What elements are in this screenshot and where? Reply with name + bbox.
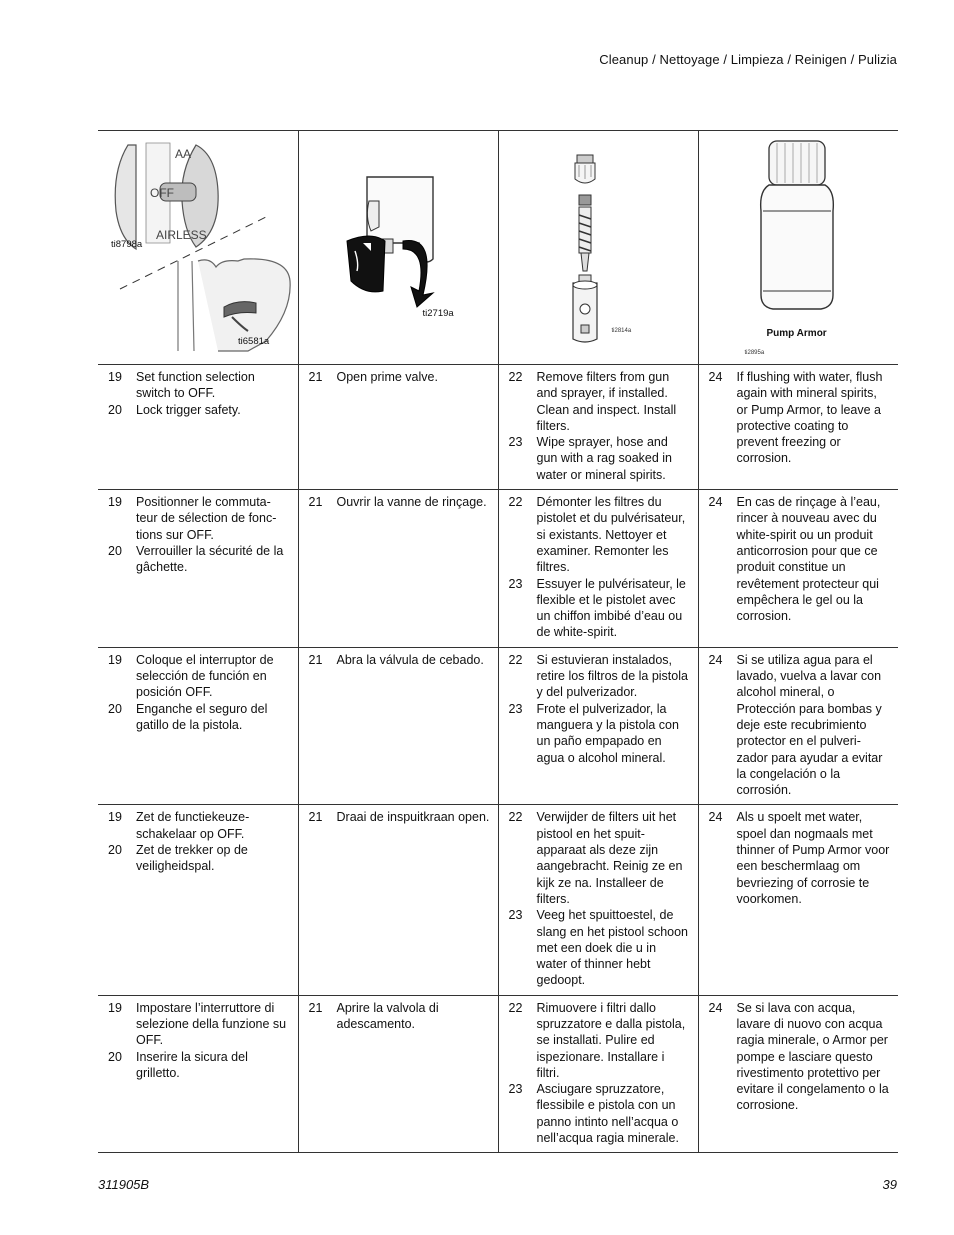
step-22 bbox=[507, 494, 690, 575]
switch-text-off: OFF bbox=[150, 186, 174, 200]
step-text: Lock trigger safety. bbox=[136, 402, 241, 417]
prime-valve-illustration bbox=[299, 131, 499, 364]
step-number: 21 bbox=[308, 370, 323, 384]
step-number: 22 bbox=[508, 495, 523, 510]
step-number: 20 bbox=[108, 402, 122, 417]
cell-es-2 bbox=[298, 647, 498, 805]
step-text: Verwijder de filters uit het pistool en het spuit-apparaat als deze zijn aangebracht. Reinig ze en kijk ze na. Installeer de filters. bbox=[536, 810, 683, 906]
step-text: Si estuvieran instalados, retire los filtros de la pistola y del pulverizador. bbox=[536, 652, 688, 700]
step-24 bbox=[707, 369, 891, 467]
step-text: Coloque el interruptor de selección de función en posición OFF. bbox=[136, 652, 274, 700]
step-number: 24 bbox=[708, 495, 723, 510]
step-text: Démonter les filtres du pistolet et du pulvérisateur, si existants. Nettoyer et examiner. Remonter les filtres. bbox=[536, 495, 686, 575]
step-text: Aprire la valvola di adescamento. bbox=[336, 1000, 439, 1031]
figure-cell-bottle bbox=[698, 131, 898, 365]
cell-es-1 bbox=[98, 647, 298, 805]
language-row-it bbox=[98, 995, 898, 1153]
bottle-caption: Pump Armor bbox=[766, 328, 827, 339]
instruction-table bbox=[98, 130, 898, 1153]
step-text: Enganche el seguro del gatillo de la pistola. bbox=[136, 701, 268, 732]
step-23 bbox=[507, 434, 690, 483]
cell-nl-4 bbox=[698, 805, 898, 995]
figure-label-ti6581a: ti6581a bbox=[238, 336, 270, 347]
language-row-fr bbox=[98, 490, 898, 648]
step-21 bbox=[307, 1000, 490, 1033]
step-text: Set function selection switch to OFF. bbox=[136, 370, 255, 401]
step-22 bbox=[507, 652, 690, 701]
step-text: Zet de trekker op de veiligheidspal. bbox=[136, 843, 248, 874]
step-number: 22 bbox=[508, 652, 523, 667]
step-text: Inserire la sicura del grilletto. bbox=[136, 1049, 248, 1080]
cell-fr-2 bbox=[298, 490, 498, 648]
step-19 bbox=[106, 369, 290, 402]
language-row-nl bbox=[98, 805, 898, 995]
step-22 bbox=[507, 369, 690, 434]
step-number: 23 bbox=[508, 908, 523, 923]
step-text: Essuyer le pulvérisateur, le flexible et le pistolet avec un chiffon imbibé d’eau ou de white-spirit. bbox=[536, 576, 686, 640]
step-number: 23 bbox=[508, 435, 523, 450]
step-number: 19 bbox=[108, 1000, 122, 1015]
step-19 bbox=[106, 652, 290, 701]
step-number: 23 bbox=[508, 1082, 523, 1097]
step-number: 24 bbox=[708, 810, 723, 825]
step-number: 23 bbox=[508, 576, 523, 591]
step-number: 19 bbox=[108, 810, 122, 825]
step-22 bbox=[507, 809, 690, 907]
filters-illustration bbox=[499, 131, 699, 364]
cell-es-3 bbox=[498, 647, 698, 805]
step-number: 22 bbox=[508, 370, 523, 384]
cell-nl-3 bbox=[498, 805, 698, 995]
step-21 bbox=[307, 652, 490, 668]
step-21 bbox=[307, 369, 490, 385]
figure-cell-valve bbox=[298, 131, 498, 365]
figure-row bbox=[98, 131, 898, 365]
step-text: Impostare l’interruttore di selezione della funzione su OFF. bbox=[136, 1000, 287, 1048]
step-24 bbox=[707, 652, 891, 799]
step-text: Rimuovere i filtri dallo spruzzatore e dalla pistola, se installati. Pulire ed ispezionare. Installare i filtri. bbox=[536, 1000, 686, 1080]
cell-en-2 bbox=[298, 365, 498, 490]
step-20 bbox=[106, 701, 290, 734]
figure-label-ti2895a: ti2895a bbox=[744, 350, 765, 356]
step-text: Positionner le commuta-teur de sélection de fonc-tions sur OFF. bbox=[136, 495, 277, 542]
step-24 bbox=[707, 809, 891, 907]
step-24 bbox=[707, 494, 891, 624]
step-number: 24 bbox=[708, 1000, 723, 1015]
language-row-es bbox=[98, 647, 898, 805]
step-text: Draai de inspuitkraan open. bbox=[336, 810, 490, 825]
step-number: 21 bbox=[308, 652, 323, 667]
cell-it-3 bbox=[498, 995, 698, 1153]
step-24 bbox=[707, 1000, 891, 1114]
step-number: 20 bbox=[108, 543, 122, 558]
step-20 bbox=[106, 842, 290, 875]
step-text: Open prime valve. bbox=[336, 370, 438, 384]
step-number: 19 bbox=[108, 370, 122, 384]
step-21 bbox=[307, 494, 490, 510]
step-text: If flushing with water, flush again with mineral spirits, or Pump Armor, to leave a protective coating to prevent freezing or corrosion. bbox=[736, 370, 883, 466]
step-text: Ouvrir la vanne de rinçage. bbox=[336, 495, 487, 510]
step-text: Veeg het spuittoestel, de slang en het pistool schoon met een doek die u in water of thinner hebt gedoopt. bbox=[536, 908, 688, 988]
cell-it-1 bbox=[98, 995, 298, 1153]
step-text: En cas de rinçage à l’eau, rincer à nouveau avec du white-spirit ou un produit anticorrosion pour que ce produit constitue un revêtement protecteur qui empêchera le gel ou la corrosion. bbox=[736, 495, 881, 624]
step-19 bbox=[106, 1000, 290, 1049]
step-text: Frote el pulverizador, la manguera y la pistola con un paño empapado en agua o alcohol mineral. bbox=[536, 701, 679, 765]
step-23 bbox=[507, 701, 690, 766]
step-text: Als u spoelt met water, spoel dan nogmaals met thinner of Pump Armor voor een beschermlaag om bevriezing of corrosie te voorkomen. bbox=[736, 810, 890, 906]
step-number: 19 bbox=[108, 652, 122, 667]
step-20 bbox=[106, 402, 290, 418]
step-19 bbox=[106, 809, 290, 842]
cell-fr-1 bbox=[98, 490, 298, 648]
step-21 bbox=[307, 809, 490, 825]
figure-cell-switch bbox=[98, 131, 298, 365]
figure-label-ti8798a: ti8798a bbox=[111, 239, 143, 250]
cell-it-2 bbox=[298, 995, 498, 1153]
step-number: 23 bbox=[508, 701, 523, 716]
step-number: 20 bbox=[108, 843, 122, 858]
switch-text-airless: AIRLESS bbox=[156, 228, 207, 242]
step-number: 21 bbox=[308, 495, 323, 510]
cell-en-4 bbox=[698, 365, 898, 490]
step-number: 20 bbox=[108, 1049, 122, 1064]
step-23 bbox=[507, 907, 690, 988]
step-23 bbox=[507, 1081, 690, 1146]
step-text: Remove filters from gun and sprayer, if installed. Clean and inspect. Install filters. bbox=[536, 370, 677, 433]
step-20 bbox=[106, 1049, 290, 1082]
step-number: 20 bbox=[108, 701, 122, 716]
figure-label-ti2814a: ti2814a bbox=[611, 328, 632, 334]
step-number: 24 bbox=[708, 652, 723, 667]
step-number: 22 bbox=[508, 810, 523, 825]
step-text: Wipe sprayer, hose and gun with a rag soaked in water or mineral spirits. bbox=[536, 435, 673, 482]
cell-en-1 bbox=[98, 365, 298, 490]
page-header-title: Cleanup / Nettoyage / Limpieza / Reinigen / Pulizia bbox=[599, 52, 897, 67]
footer-page-number: 39 bbox=[882, 1177, 897, 1192]
step-number: 19 bbox=[108, 495, 122, 510]
figure-label-ti2719a: ti2719a bbox=[422, 308, 454, 319]
language-row-en bbox=[98, 365, 898, 490]
step-text: Si se utiliza agua para el lavado, vuelva a lavar con alcohol mineral, o Protección para bombas y deje este recubrimiento protector en el pulveri-zador para ayudar a evitar la congelación o la corrosión. bbox=[736, 652, 883, 798]
step-number: 24 bbox=[708, 370, 723, 384]
cell-nl-2 bbox=[298, 805, 498, 995]
step-23 bbox=[507, 576, 690, 641]
cell-fr-3 bbox=[498, 490, 698, 648]
step-number: 21 bbox=[308, 810, 323, 825]
step-text: Asciugare spruzzatore, flessibile e pistola con un panno intinto nell’acqua o nell’acqua ragia minerale. bbox=[536, 1082, 679, 1146]
footer-document-number: 311905B bbox=[98, 1177, 150, 1192]
step-text: Abra la válvula de cebado. bbox=[336, 652, 484, 667]
cell-fr-4 bbox=[698, 490, 898, 648]
figure-cell-filters bbox=[498, 131, 698, 365]
step-number: 21 bbox=[308, 1000, 323, 1015]
cell-it-4 bbox=[698, 995, 898, 1153]
step-22 bbox=[507, 1000, 690, 1081]
step-text: Zet de functiekeuze-schakelaar op OFF. bbox=[136, 810, 250, 841]
step-number: 22 bbox=[508, 1000, 523, 1015]
cell-en-3 bbox=[498, 365, 698, 490]
step-text: Verrouiller la sécurité de la gâchette. bbox=[136, 543, 284, 575]
step-19 bbox=[106, 494, 290, 543]
step-20 bbox=[106, 543, 290, 576]
step-text: Se si lava con acqua, lavare di nuovo con acqua ragia minerale, o Armor per pompe e lasciare questo rivestimento protettivo per evitare il congelamento o la corrosione. bbox=[736, 1000, 889, 1113]
switch-text-aa: AA bbox=[175, 147, 192, 161]
cell-es-4 bbox=[698, 647, 898, 805]
cell-nl-1 bbox=[98, 805, 298, 995]
